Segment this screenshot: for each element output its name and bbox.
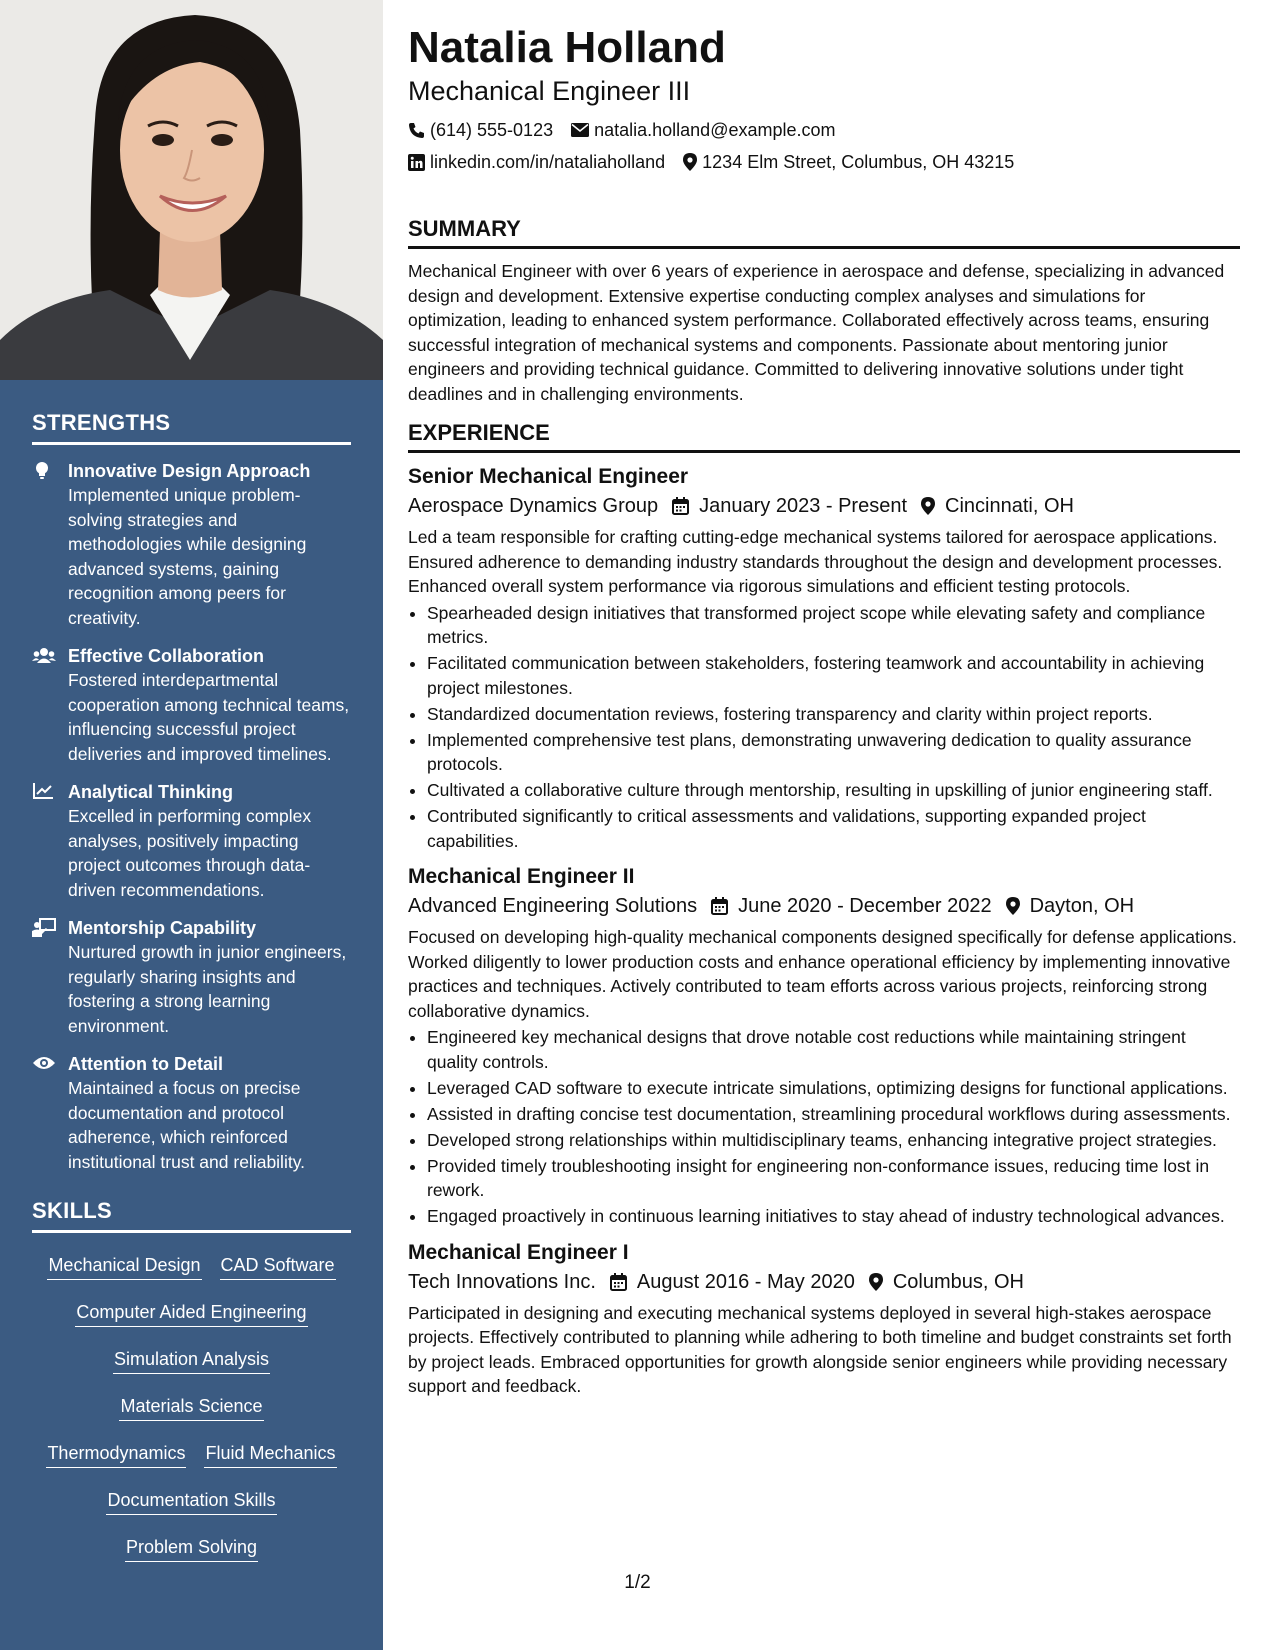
contact-row <box>408 146 1240 178</box>
list-item: • Facilitated communication between stakeholders, fostering teamwork and accountability in achieving project milestones. <box>427 651 1240 700</box>
job-meta <box>408 491 1240 521</box>
linkedin-text: linkedin.com/in/nataliaholland <box>430 152 666 172</box>
experience-heading: EXPERIENCE <box>408 420 1240 453</box>
job-description: Participated in designing and executing mechanical systems deployed in several high-stakes aerospace projects. Effectively contributed to planning while adhering to both timeline and budget constraints set forth by project leads. Embraced opportunities for growth alongside senior engineers while providing necessary support and feedback. <box>408 1302 1232 1396</box>
job-entry <box>408 463 1240 853</box>
chart-line-icon <box>32 780 68 902</box>
skill-tag: CAD Software <box>220 1253 336 1280</box>
calendar-icon <box>711 897 728 915</box>
strength-item <box>32 780 351 902</box>
list-item: • Contributed significantly to critical assessments and validations, supporting expanded project capabilities. <box>427 804 1240 853</box>
job-bullets <box>408 1025 1240 1229</box>
list-item: • Provided timely troubleshooting insight for engineering non-conformance issues, reducing time lost in rework. <box>427 1154 1240 1203</box>
job-dates-text: June 2020 - December 2022 <box>738 895 992 917</box>
job-location-text: Dayton, OH <box>1029 895 1135 917</box>
main-content <box>408 22 1240 1399</box>
sidebar <box>0 0 383 1650</box>
candidate-name: Natalia Holland <box>408 23 726 72</box>
job-dates-text: August 2016 - May 2020 <box>636 1270 855 1293</box>
list-item: • Assisted in drafting concise test documentation, streamlining procedural workflows during assessments. <box>427 1102 1240 1127</box>
skill-tag: Computer Aided Engineering <box>75 1300 307 1327</box>
strength-description: Maintained a focus on precise documentation and protocol adherence, which reinforced institutional trust and reliability. <box>68 1078 306 1172</box>
list-item: • Implemented comprehensive test plans, demonstrating unwavering dedication to quality assurance protocols. <box>427 728 1240 777</box>
strength-title: Mentorship Capability <box>68 918 257 938</box>
job-title: Mechanical Engineer I <box>408 1240 629 1264</box>
job-meta <box>408 891 1240 921</box>
strength-description: Nurtured growth in junior engineers, regularly sharing insights and fostering a strong learning environment. <box>68 942 347 1036</box>
strength-description: Fostered interdepartmental cooperation among technical teams, influencing successful project deliveries and improved timelines. <box>68 670 350 764</box>
envelope-icon <box>571 123 589 137</box>
skill-tag: Mechanical Design <box>47 1253 201 1280</box>
phone-contact[interactable] <box>408 114 553 146</box>
address-text: 1234 Elm Street, Columbus, OH 43215 <box>702 152 1015 172</box>
list-item: • Engineered key mechanical designs that drove notable cost reductions while maintaining stringent quality controls. <box>427 1025 1240 1074</box>
skill-tag: Simulation Analysis <box>113 1347 270 1374</box>
email-contact[interactable] <box>571 114 835 146</box>
phone-text: (614) 555-0123 <box>430 120 554 140</box>
sidebar-content <box>32 410 351 1576</box>
profile-photo <box>0 0 383 380</box>
strength-title: Attention to Detail <box>68 1054 223 1074</box>
calendar-icon <box>610 1273 627 1291</box>
skill-tag: Fluid Mechanics <box>204 1441 336 1468</box>
list-item: • Developed strong relationships within multidisciplinary teams, enhancing integrative project strategies. <box>427 1128 1240 1153</box>
summary-section <box>408 216 1240 406</box>
calendar-icon <box>672 497 689 515</box>
job-title: Mechanical Engineer II <box>408 865 635 888</box>
job-dates-text: January 2023 - Present <box>699 495 908 517</box>
strength-item <box>32 644 351 766</box>
job-dates <box>610 1267 855 1297</box>
list-item: • Spearheaded design initiatives that transformed project scope while elevating safety and compliance metrics. <box>427 601 1240 650</box>
job-entry <box>408 863 1240 1229</box>
linkedin-icon <box>408 154 425 171</box>
skill-tag: Problem Solving <box>125 1535 258 1562</box>
lightbulb-icon <box>32 459 68 630</box>
experience-section <box>408 420 1240 1399</box>
strength-title: Effective Collaboration <box>68 646 265 666</box>
strength-title: Innovative Design Approach <box>68 461 311 481</box>
job-bullets <box>408 601 1240 854</box>
strength-item <box>32 1052 351 1174</box>
strengths-heading: STRENGTHS <box>32 410 351 445</box>
job-description: Focused on developing high-quality mechanical components designed specifically for defense applications. Worked diligently to lower production costs and enhance operational efficiency by implementing innovative practices and techniques. Actively contributed to team efforts across various projects, reinforcing strong collaborative dynamics. <box>408 927 1237 1021</box>
address-contact <box>683 146 1014 178</box>
page-number: 1/2 <box>624 1572 651 1593</box>
email-text: natalia.holland@example.com <box>594 120 836 140</box>
job-description: Led a team responsible for crafting cutting-edge mechanical systems tailored for aerospace applications. Ensured adherence to demanding industry standards throughout the design and development processes. Enhanced overall system performance via rigorous simulations and efficient testing protocols. <box>408 527 1223 596</box>
job-dates <box>672 491 907 521</box>
strength-description: Excelled in performing complex analyses, positively impacting project outcomes through data-driven recommendations. <box>68 806 312 900</box>
list-item: • Engaged proactively in continuous learning initiatives to stay ahead of industry technological advances. <box>427 1204 1240 1229</box>
map-marker-icon <box>1006 897 1020 915</box>
map-marker-icon <box>921 497 935 515</box>
job-title: Senior Mechanical Engineer <box>408 465 689 488</box>
list-item: • Cultivated a collaborative culture through mentorship, resulting in upskilling of junior engineering staff. <box>427 778 1240 803</box>
linkedin-contact[interactable] <box>408 146 665 178</box>
job-dates <box>711 891 992 921</box>
map-marker-icon <box>869 1273 883 1291</box>
strength-title: Analytical Thinking <box>68 782 234 802</box>
job-meta <box>408 1267 1240 1297</box>
map-marker-icon <box>683 153 697 171</box>
strength-item <box>32 459 351 630</box>
summary-text: Mechanical Engineer with over 6 years of experience in aerospace and defense, specializing in advanced design and development. Extensive expertise conducting complex analyses and simulations for optimization, leading to enhanced system performance. Collaborated effectively across teams, ensuring successful integration of mechanical systems and components. Passionate about mentoring junior engineers and providing technical guidance. Committed to delivering innovative solutions under tight deadlines and in challenging environments. <box>408 261 1225 404</box>
strength-description: Implemented unique problem-solving strategies and methodologies while designing advanced systems, gaining recognition among peers for creativity. <box>68 485 307 628</box>
phone-icon <box>408 122 425 139</box>
company-name: Aerospace Dynamics Group <box>408 495 659 517</box>
strength-item <box>32 916 351 1038</box>
job-location-text: Cincinnati, OH <box>945 495 1074 517</box>
list-item: • Leveraged CAD software to execute intricate simulations, optimizing designs for functional applications. <box>427 1076 1240 1101</box>
skills-heading: SKILLS <box>32 1198 351 1233</box>
eye-icon <box>32 1052 68 1174</box>
contact-row <box>408 114 1240 146</box>
list-item: • Standardized documentation reviews, fostering transparency and clarity within project reports. <box>427 702 1240 727</box>
company-name: Advanced Engineering Solutions <box>408 895 698 917</box>
skill-tag: Documentation Skills <box>106 1488 276 1515</box>
candidate-title: Mechanical Engineer III <box>408 76 691 106</box>
chalkboard-teacher-icon <box>32 916 68 1038</box>
job-location <box>921 491 1074 521</box>
company-name: Tech Innovations Inc. <box>408 1270 596 1293</box>
skills-list <box>32 1247 351 1576</box>
users-icon <box>32 644 68 766</box>
job-location <box>1006 891 1134 921</box>
summary-heading: SUMMARY <box>408 216 1240 249</box>
skill-tag: Materials Science <box>119 1394 263 1421</box>
job-location-text: Columbus, OH <box>892 1270 1024 1293</box>
skill-tag: Thermodynamics <box>46 1441 186 1468</box>
job-location <box>869 1267 1024 1297</box>
job-entry <box>408 1239 1240 1399</box>
